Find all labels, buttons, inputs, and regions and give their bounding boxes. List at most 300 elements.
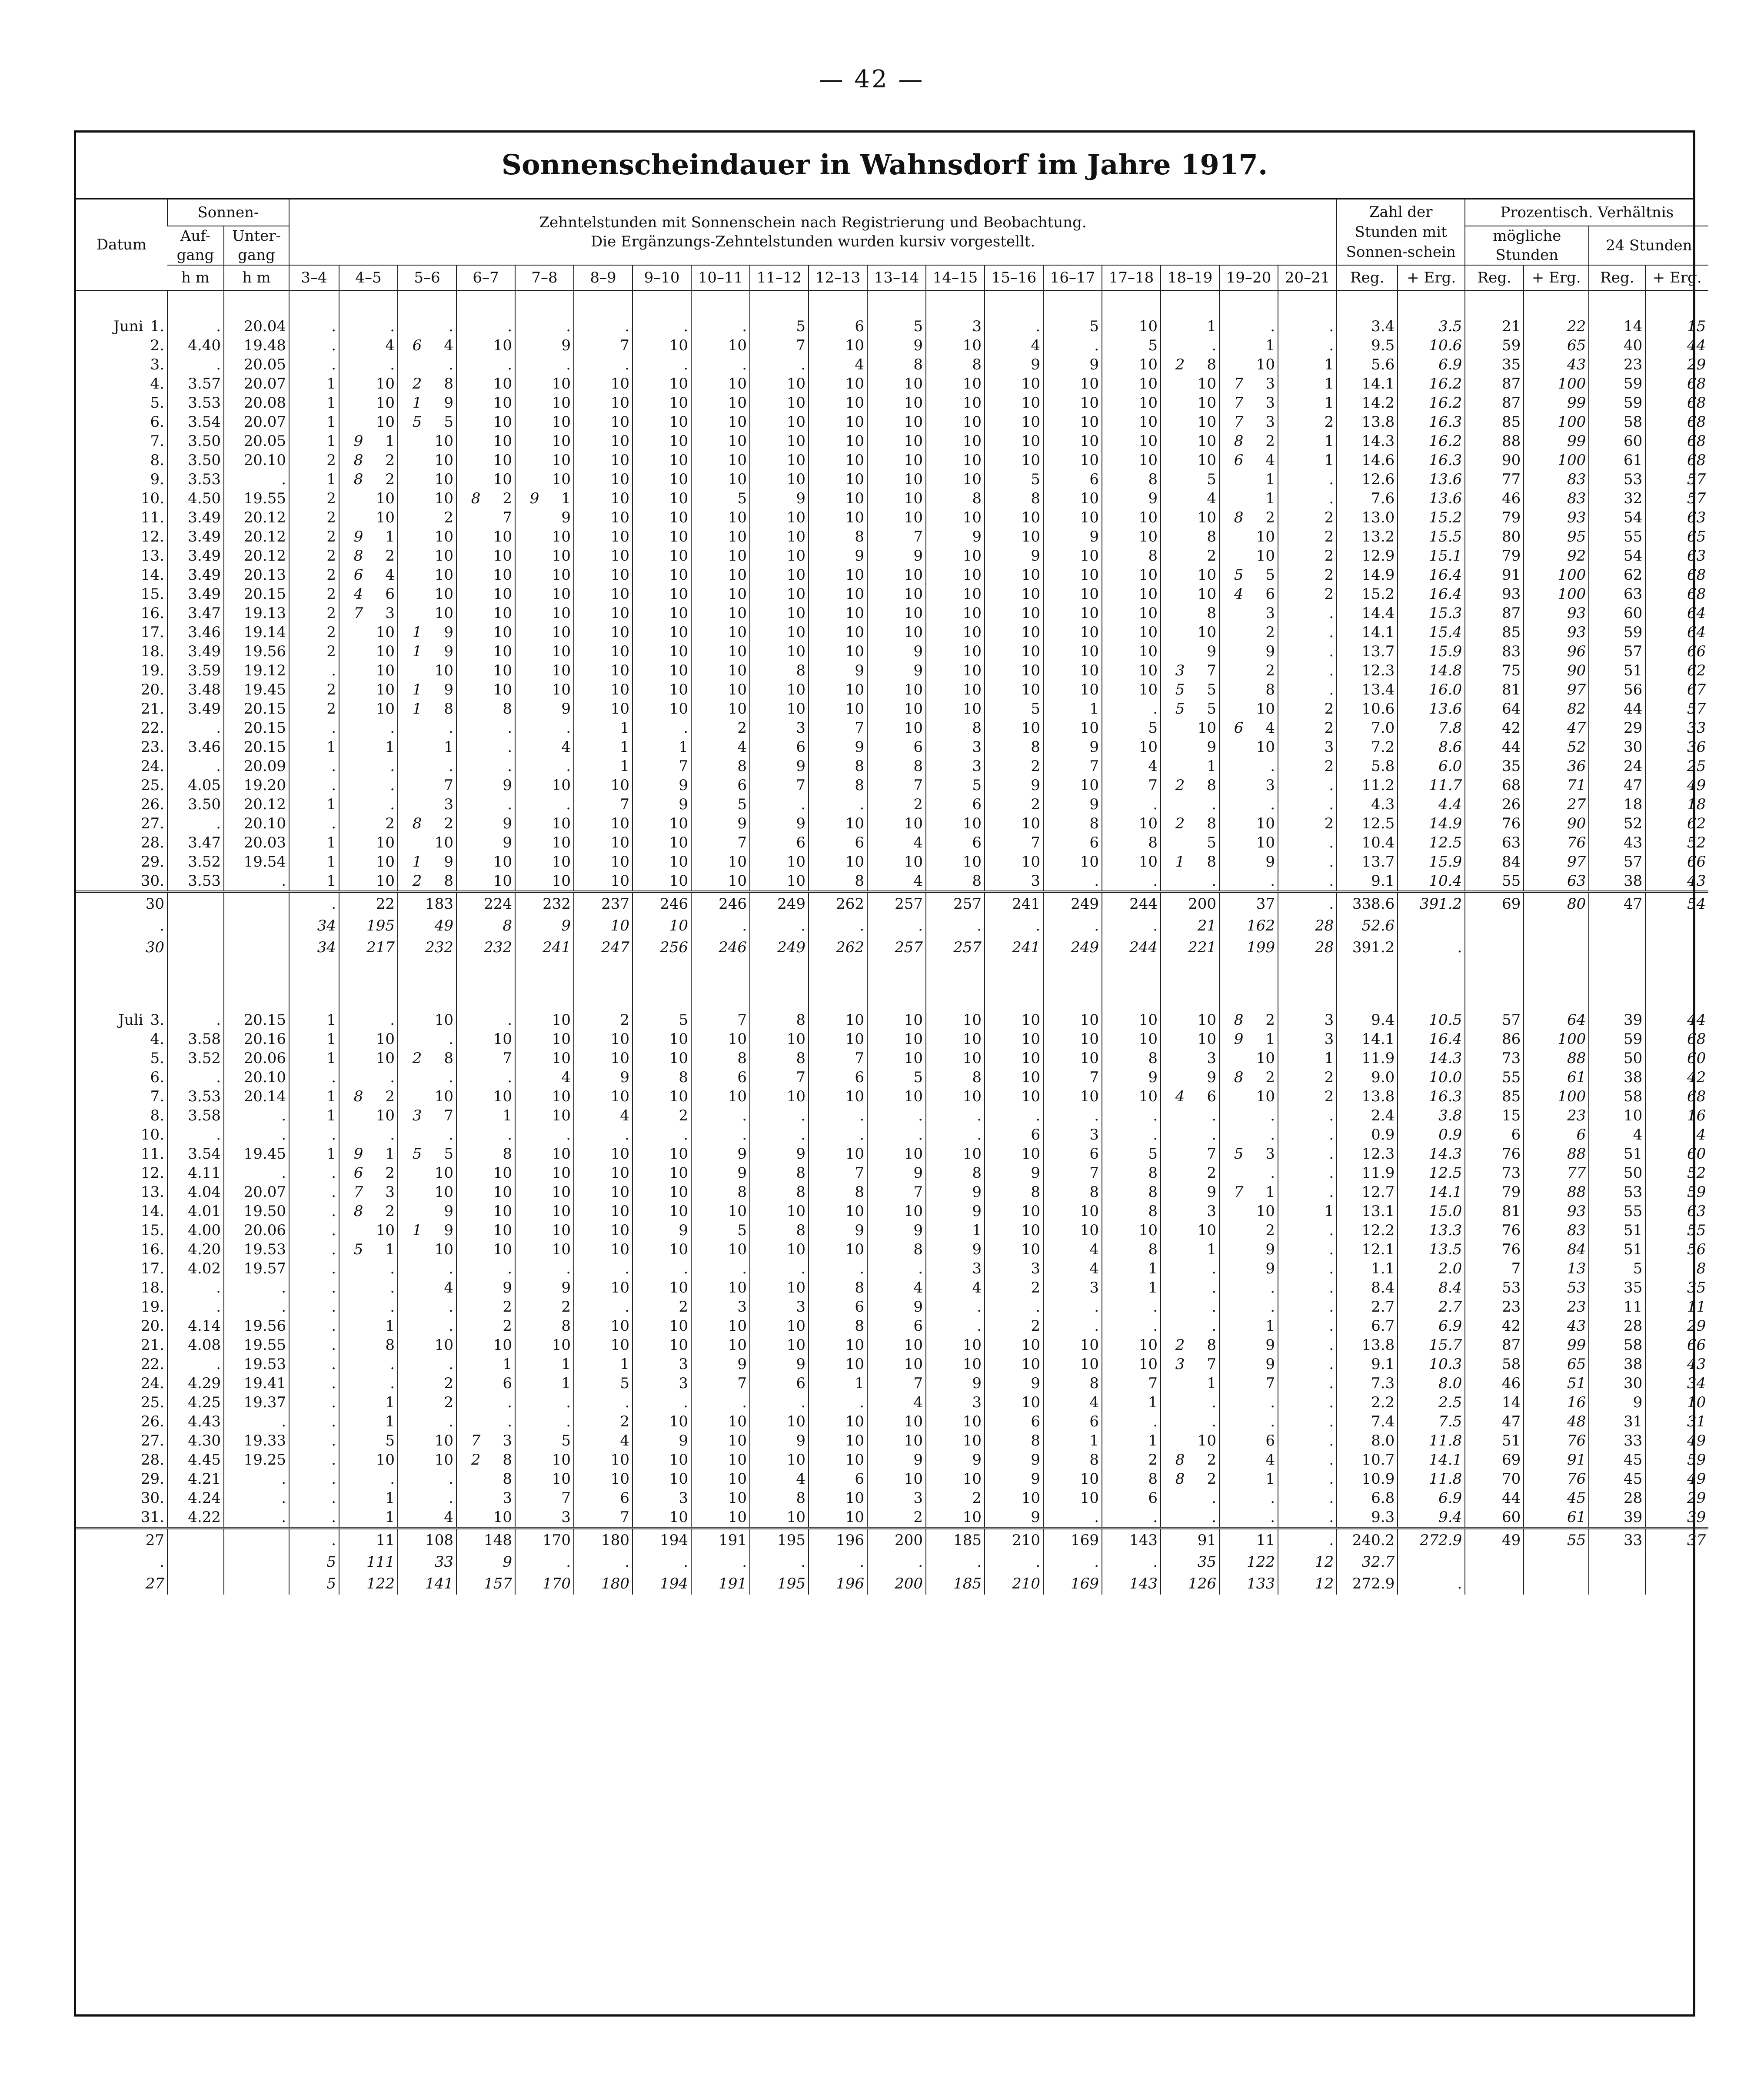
empty-cell (1645, 937, 1708, 958)
hour-cell (1219, 508, 1278, 527)
hours-erg-cell: 10.0 (1398, 1068, 1465, 1087)
hours-erg-cell: 14.1 (1398, 1450, 1465, 1469)
hour-cell: . (1278, 336, 1337, 355)
page-number: — 42 — (819, 65, 925, 93)
hour-cell: 10 (515, 1144, 574, 1163)
hours-erg-cell: 12.5 (1398, 1163, 1465, 1183)
table-row (76, 585, 1708, 604)
hour-cell: . (515, 718, 574, 738)
empty-cell (224, 290, 289, 317)
pct-possible-reg-cell: 15 (1465, 1106, 1524, 1125)
hour-cell: . (809, 1393, 867, 1412)
hour-cell: 10 (1102, 585, 1161, 604)
empty-cell (515, 958, 574, 984)
sunrise-cell: 3.59 (167, 661, 224, 680)
hour-cell: 8 (985, 1183, 1043, 1202)
hour-cell: 4 (1219, 1450, 1278, 1469)
hour-cell: . (456, 757, 515, 776)
hour-cell: 10 (632, 1163, 691, 1183)
hour-cell: 2 (1278, 814, 1337, 833)
hour-cell: 10 (1161, 565, 1219, 585)
hour-cell: . (574, 1259, 632, 1278)
split-value: 1 9 (412, 394, 454, 412)
sunrise-cell (167, 1573, 224, 1595)
pct-24h-reg-cell: 18 (1589, 795, 1645, 814)
hour-cell: 10 (515, 527, 574, 546)
sunset-cell: 20.07 (224, 412, 289, 432)
hour-cell: . (1219, 1163, 1278, 1183)
spacer-row (76, 290, 1708, 317)
hour-cell: 10 (750, 1336, 809, 1355)
sum-hour-cell: 148 (456, 1528, 515, 1551)
hour-cell: 6 (750, 738, 809, 757)
pct-possible-reg-cell: 85 (1465, 1087, 1524, 1106)
hour-cell: 10 (1219, 1202, 1278, 1221)
hours-erg-cell: 8.6 (1398, 738, 1465, 757)
hour-cell: 10 (1043, 661, 1102, 680)
split-value: 8 2 (353, 471, 395, 488)
hours-erg-cell: 16.2 (1398, 432, 1465, 451)
sunrise-cell: 3.49 (167, 642, 224, 661)
hour-cell: 10 (398, 585, 456, 604)
empty-cell (1524, 915, 1589, 937)
day-label: 20. (140, 1317, 164, 1335)
hour-cell: 10 (867, 1336, 926, 1355)
pct-24h-erg-cell: 65 (1645, 527, 1708, 546)
day-label: 29. (140, 1470, 164, 1488)
sum-hour-cell: . (985, 915, 1043, 937)
hour-cell: . (1278, 1469, 1337, 1489)
hour-cell: 2 (289, 642, 339, 661)
hour-cell: 10 (750, 508, 809, 527)
hour-cell: 8 (809, 1183, 867, 1202)
empty-cell (515, 984, 574, 1010)
pct-possible-reg-cell: 81 (1465, 680, 1524, 699)
hour-cell: 10 (926, 1469, 985, 1489)
date-cell (76, 1469, 167, 1489)
empty-cell (867, 290, 926, 317)
hour-cell (398, 412, 456, 432)
hour-cell: 10 (985, 1489, 1043, 1508)
hour-cell: . (926, 1316, 985, 1336)
prozent-header: Prozentisch. Verhältnis (1465, 199, 1708, 226)
hour-cell (1161, 680, 1219, 699)
pct-possible-reg-cell: 75 (1465, 661, 1524, 680)
hour-cell: 10 (398, 451, 456, 470)
split-value: 1 9 (412, 624, 454, 641)
sunrise-cell: 3.52 (167, 852, 224, 871)
hours-reg-cell: 12.1 (1337, 1240, 1398, 1259)
hour-cell: . (1102, 1125, 1161, 1144)
pct-possible-reg-cell: 93 (1465, 585, 1524, 604)
hours-reg-cell: 15.2 (1337, 585, 1398, 604)
sunrise-cell: . (167, 355, 224, 374)
pct-possible-reg-cell: 14 (1465, 1393, 1524, 1412)
hour-cell: . (1161, 1412, 1219, 1431)
hour-column-header: 6–7 (456, 265, 515, 290)
pct-possible-reg-cell: 44 (1465, 1489, 1524, 1508)
hour-cell: 10 (1102, 451, 1161, 470)
hour-cell: 9 (1161, 1068, 1219, 1087)
sunset-cell: 20.10 (224, 451, 289, 470)
pct-possible-reg-cell: 76 (1465, 814, 1524, 833)
hour-cell: 10 (1043, 508, 1102, 527)
empty-cell (456, 984, 515, 1010)
hour-cell: 10 (1043, 1010, 1102, 1030)
sum-hour-cell: 199 (1219, 937, 1278, 958)
hours-reg-cell: 14.6 (1337, 451, 1398, 470)
hour-cell: 10 (809, 374, 867, 393)
empty-cell (1645, 290, 1708, 317)
hour-cell (1219, 1068, 1278, 1087)
pct-24h-reg-cell: 5 (1589, 1259, 1645, 1278)
sunrise-cell: 3.53 (167, 1087, 224, 1106)
hour-cell: 2 (398, 1393, 456, 1412)
hour-cell: 10 (632, 642, 691, 661)
pct-possible-erg-cell: 100 (1524, 1030, 1589, 1049)
split-value: 1 9 (412, 853, 454, 871)
sum-hour-cell: . (1043, 915, 1102, 937)
hour-cell: 10 (691, 451, 750, 470)
pct-24h-erg-cell: 43 (1645, 871, 1708, 892)
hour-cell: 10 (1102, 527, 1161, 546)
hour-cell: 8 (1219, 680, 1278, 699)
sum-hour-cell: 183 (398, 892, 456, 915)
sunrise-cell: 3.49 (167, 546, 224, 565)
hour-cell: 10 (691, 565, 750, 585)
hour-cell: 10 (809, 508, 867, 527)
pct-24h-erg-cell: 60 (1645, 1049, 1708, 1068)
hour-cell: 10 (867, 1469, 926, 1489)
hour-cell (398, 623, 456, 642)
pct-24h-reg-cell: 52 (1589, 814, 1645, 833)
pct-possible-erg-cell: 97 (1524, 680, 1589, 699)
hour-cell: 10 (926, 1431, 985, 1450)
pct-possible-erg-cell: 92 (1524, 546, 1589, 565)
hour-cell: 1 (339, 1508, 398, 1528)
empty-cell (750, 984, 809, 1010)
pct-possible-erg-cell: 27 (1524, 795, 1589, 814)
hour-cell: . (809, 1106, 867, 1125)
hour-cell: 10 (985, 852, 1043, 871)
day-label: 28. (140, 1451, 164, 1469)
empty-cell (1645, 958, 1708, 984)
hour-cell: 1 (574, 718, 632, 738)
hour-cell: 8 (926, 489, 985, 508)
date-cell (76, 1297, 167, 1316)
sum-hour-cell: . (1278, 892, 1337, 915)
hour-cell: 5 (750, 317, 809, 336)
hour-cell: . (289, 1450, 339, 1469)
pct-24h-erg-cell: 8 (1645, 1259, 1708, 1278)
hour-cell: 7 (809, 1049, 867, 1068)
hours-reg-cell: 13.2 (1337, 527, 1398, 546)
hour-cell: 7 (691, 1010, 750, 1030)
sum-label: . (160, 917, 164, 934)
hour-cell: 10 (867, 1144, 926, 1163)
hour-cell: . (289, 336, 339, 355)
date-cell (76, 738, 167, 757)
empty-cell (1589, 984, 1645, 1010)
hour-cell: 10 (867, 1431, 926, 1450)
date-cell (76, 604, 167, 623)
hour-cell: 4 (867, 1393, 926, 1412)
sunrise-cell: 4.30 (167, 1431, 224, 1450)
date-cell (76, 432, 167, 451)
sunrise-cell: 3.46 (167, 623, 224, 642)
pct-possible-reg-cell: 81 (1465, 1202, 1524, 1221)
hours-reg-cell: 8.4 (1337, 1278, 1398, 1297)
sum-hour-cell: 169 (1043, 1528, 1102, 1551)
hour-cell: . (289, 355, 339, 374)
sum-hour-cell: 126 (1161, 1573, 1219, 1595)
pct-24h-reg-cell: 57 (1589, 852, 1645, 871)
sum-hour-cell: 9 (515, 915, 574, 937)
hour-cell: 9 (398, 1202, 456, 1221)
hour-cell: 5 (1161, 470, 1219, 489)
hours-reg-cell: 3.4 (1337, 317, 1398, 336)
date-cell (76, 317, 167, 336)
hour-cell: 10 (632, 1450, 691, 1469)
hour-cell: 1 (289, 1049, 339, 1068)
sum-hours-erg-cell (1398, 1551, 1465, 1573)
empty-cell (167, 984, 224, 1010)
hour-cell: 10 (867, 470, 926, 489)
empty-cell (1465, 290, 1524, 317)
day-label: 6. (150, 413, 164, 431)
hour-cell: 10 (926, 1336, 985, 1355)
hour-cell: 10 (515, 1163, 574, 1183)
sunset-cell: 19.50 (224, 1202, 289, 1221)
hour-cell: 10 (867, 1010, 926, 1030)
hour-cell: 8 (750, 1221, 809, 1240)
empty-cell (691, 290, 750, 317)
table-row (76, 412, 1708, 432)
hour-cell: . (289, 1469, 339, 1489)
hour-cell: 3 (515, 1508, 574, 1528)
hours-reg-cell: 7.6 (1337, 489, 1398, 508)
hour-cell: 1 (289, 852, 339, 871)
zehntel-header-line2: Die Ergänzungs-Zehntelstunden wurden kursiv vorgestellt. (590, 233, 1035, 250)
hour-cell (1219, 1183, 1278, 1202)
hour-cell: 6 (926, 833, 985, 852)
hour-cell: 9 (456, 776, 515, 795)
split-value: 3 7 (412, 1107, 454, 1124)
pct-possible-reg-cell: 47 (1465, 1412, 1524, 1431)
hour-cell: 10 (398, 1336, 456, 1355)
hour-cell: 5 (1102, 1144, 1161, 1163)
empty-cell (809, 984, 867, 1010)
pct-24h-erg-cell: 15 (1645, 317, 1708, 336)
sunset-cell: 19.45 (224, 680, 289, 699)
hour-cell: 10 (398, 1431, 456, 1450)
hours-erg-cell: 0.9 (1398, 1125, 1465, 1144)
hour-cell: 10 (456, 604, 515, 623)
day-label: 2. (150, 337, 164, 354)
hours-reg-cell: 7.2 (1337, 738, 1398, 757)
sunrise-cell: 3.53 (167, 393, 224, 412)
hour-cell: 10 (691, 623, 750, 642)
hour-cell: 10 (456, 1508, 515, 1528)
split-value: 4 6 (353, 585, 395, 603)
sum-hours-cell: 391.2 (1337, 937, 1398, 958)
hour-cell: 10 (926, 1010, 985, 1030)
hour-cell (1219, 1144, 1278, 1163)
hour-cell: 10 (1102, 412, 1161, 432)
hour-cell: 9 (809, 546, 867, 565)
hour-cell: . (289, 1316, 339, 1336)
hour-cell: . (398, 1489, 456, 1508)
hour-cell: 10 (1161, 432, 1219, 451)
hour-cell: 10 (339, 642, 398, 661)
hour-cell: 8 (809, 776, 867, 795)
hour-cell: 10 (1102, 565, 1161, 585)
pct-24h-erg-cell: 34 (1645, 1374, 1708, 1393)
pct-possible-reg-cell: 46 (1465, 1374, 1524, 1393)
hour-cell: 10 (515, 1087, 574, 1106)
pct-24h-erg-cell: 64 (1645, 604, 1708, 623)
hour-cell: 2 (1278, 565, 1337, 585)
hours-erg-cell: 15.9 (1398, 642, 1465, 661)
hour-cell: 10 (867, 451, 926, 470)
split-value: 7 3 (1234, 413, 1275, 431)
hours-erg-cell: 14.9 (1398, 814, 1465, 833)
empty-cell (289, 984, 339, 1010)
sum-hour-cell: 22 (339, 892, 398, 915)
hour-cell: 10 (809, 680, 867, 699)
hour-cell: 10 (515, 623, 574, 642)
table-row (76, 1202, 1708, 1221)
month-label: Juli (118, 1011, 143, 1029)
sunset-cell (224, 1528, 289, 1551)
pct-24h-erg-cell: 68 (1645, 565, 1708, 585)
hour-cell: 10 (398, 470, 456, 489)
hour-cell: 10 (632, 1144, 691, 1163)
hour-cell: 10 (1043, 489, 1102, 508)
hour-cell (515, 489, 574, 508)
sum-hour-cell: 122 (1219, 1551, 1278, 1573)
sunshine-table (76, 199, 1708, 1595)
table-row (76, 1489, 1708, 1508)
hour-cell: 10 (926, 1049, 985, 1068)
hour-cell: . (1102, 1316, 1161, 1336)
hour-cell: 9 (1043, 355, 1102, 374)
empty-cell (1465, 915, 1524, 937)
sunset-cell: 19.41 (224, 1374, 289, 1393)
pct-24h-reg-cell: 28 (1589, 1316, 1645, 1336)
hours-erg-cell: 16.4 (1398, 565, 1465, 585)
sunrise-cell: . (167, 1297, 224, 1316)
pct-24h-reg-cell: 50 (1589, 1163, 1645, 1183)
date-cell (76, 795, 167, 814)
table-row (76, 1336, 1708, 1355)
table-row (76, 852, 1708, 871)
zehntel-header-line1: Zehntelstunden mit Sonnenschein nach Registrierung und Beobachtung. (539, 214, 1087, 231)
hour-cell: 4 (867, 871, 926, 892)
hours-erg-cell: 9.4 (1398, 1508, 1465, 1528)
hour-cell: 10 (515, 1183, 574, 1202)
hour-cell: 7 (867, 776, 926, 795)
sum-hour-cell: 157 (456, 1573, 515, 1595)
hour-cell: 10 (574, 412, 632, 432)
hour-cell (1161, 1355, 1219, 1374)
table-row (76, 1297, 1708, 1316)
hours-reg-cell: 9.3 (1337, 1508, 1398, 1528)
sum-hour-cell: 141 (398, 1573, 456, 1595)
sunrise-cell: 3.52 (167, 1049, 224, 1068)
hour-cell: 10 (632, 412, 691, 432)
pct-possible-reg-cell: 69 (1465, 1450, 1524, 1469)
empty-cell (1398, 290, 1465, 317)
hour-cell: . (1278, 1393, 1337, 1412)
hour-cell: 10 (574, 527, 632, 546)
date-cell (76, 546, 167, 565)
hour-cell: 10 (1043, 776, 1102, 795)
hours-reg-cell: 13.4 (1337, 680, 1398, 699)
sum-hour-cell: . (867, 915, 926, 937)
pct-24h-reg-cell: 50 (1589, 1049, 1645, 1068)
hour-cell: 8 (750, 1183, 809, 1202)
hour-cell: . (456, 718, 515, 738)
hour-cell: 9 (985, 355, 1043, 374)
pct-possible-erg-cell: 100 (1524, 412, 1589, 432)
hour-cell: . (339, 1010, 398, 1030)
day-label: 22. (140, 1356, 164, 1373)
empty-cell (1524, 937, 1589, 958)
hour-cell: 10 (926, 680, 985, 699)
hour-cell: . (339, 1469, 398, 1489)
sum-hour-cell: 180 (574, 1528, 632, 1551)
table-row (76, 833, 1708, 852)
hour-cell: 2 (339, 814, 398, 833)
hour-cell: 10 (809, 432, 867, 451)
hour-cell: 10 (632, 1087, 691, 1106)
hour-cell: 10 (1102, 374, 1161, 393)
hour-cell: . (985, 1297, 1043, 1316)
hour-cell: 10 (339, 1049, 398, 1068)
table-row (76, 1240, 1708, 1259)
sum-hour-cell: 257 (867, 937, 926, 958)
pct-24h-reg-cell: 58 (1589, 412, 1645, 432)
hour-cell: . (398, 1412, 456, 1431)
pct-24h-erg-cell: 68 (1645, 1030, 1708, 1049)
hours-reg-cell: 10.7 (1337, 1450, 1398, 1469)
hour-cell: . (1278, 776, 1337, 795)
sum-hour-cell: 122 (339, 1573, 398, 1595)
hour-cell: 10 (1161, 374, 1219, 393)
pct-24h-reg-cell: 30 (1589, 1374, 1645, 1393)
hour-cell: 3 (926, 757, 985, 776)
hour-cell: 10 (632, 489, 691, 508)
hour-cell: 10 (1161, 1010, 1219, 1030)
day-label: 19. (140, 1298, 164, 1316)
hour-cell: 6 (867, 738, 926, 757)
pct-24h-reg-cell: 57 (1589, 642, 1645, 661)
sum-hour-cell: . (867, 1551, 926, 1573)
hour-cell: 8 (750, 1163, 809, 1183)
hour-cell: 10 (809, 1489, 867, 1508)
sum-hour-cell: 200 (1161, 892, 1219, 915)
pct-possible-erg-cell: 93 (1524, 508, 1589, 527)
hour-cell: 10 (985, 1049, 1043, 1068)
date-cell (76, 374, 167, 393)
pct-24h-reg-cell: 45 (1589, 1469, 1645, 1489)
hours-reg-cell: 14.2 (1337, 393, 1398, 412)
empty-cell (809, 290, 867, 317)
date-cell (76, 661, 167, 680)
sum-hour-cell: 257 (867, 892, 926, 915)
hour-cell: 10 (985, 1010, 1043, 1030)
